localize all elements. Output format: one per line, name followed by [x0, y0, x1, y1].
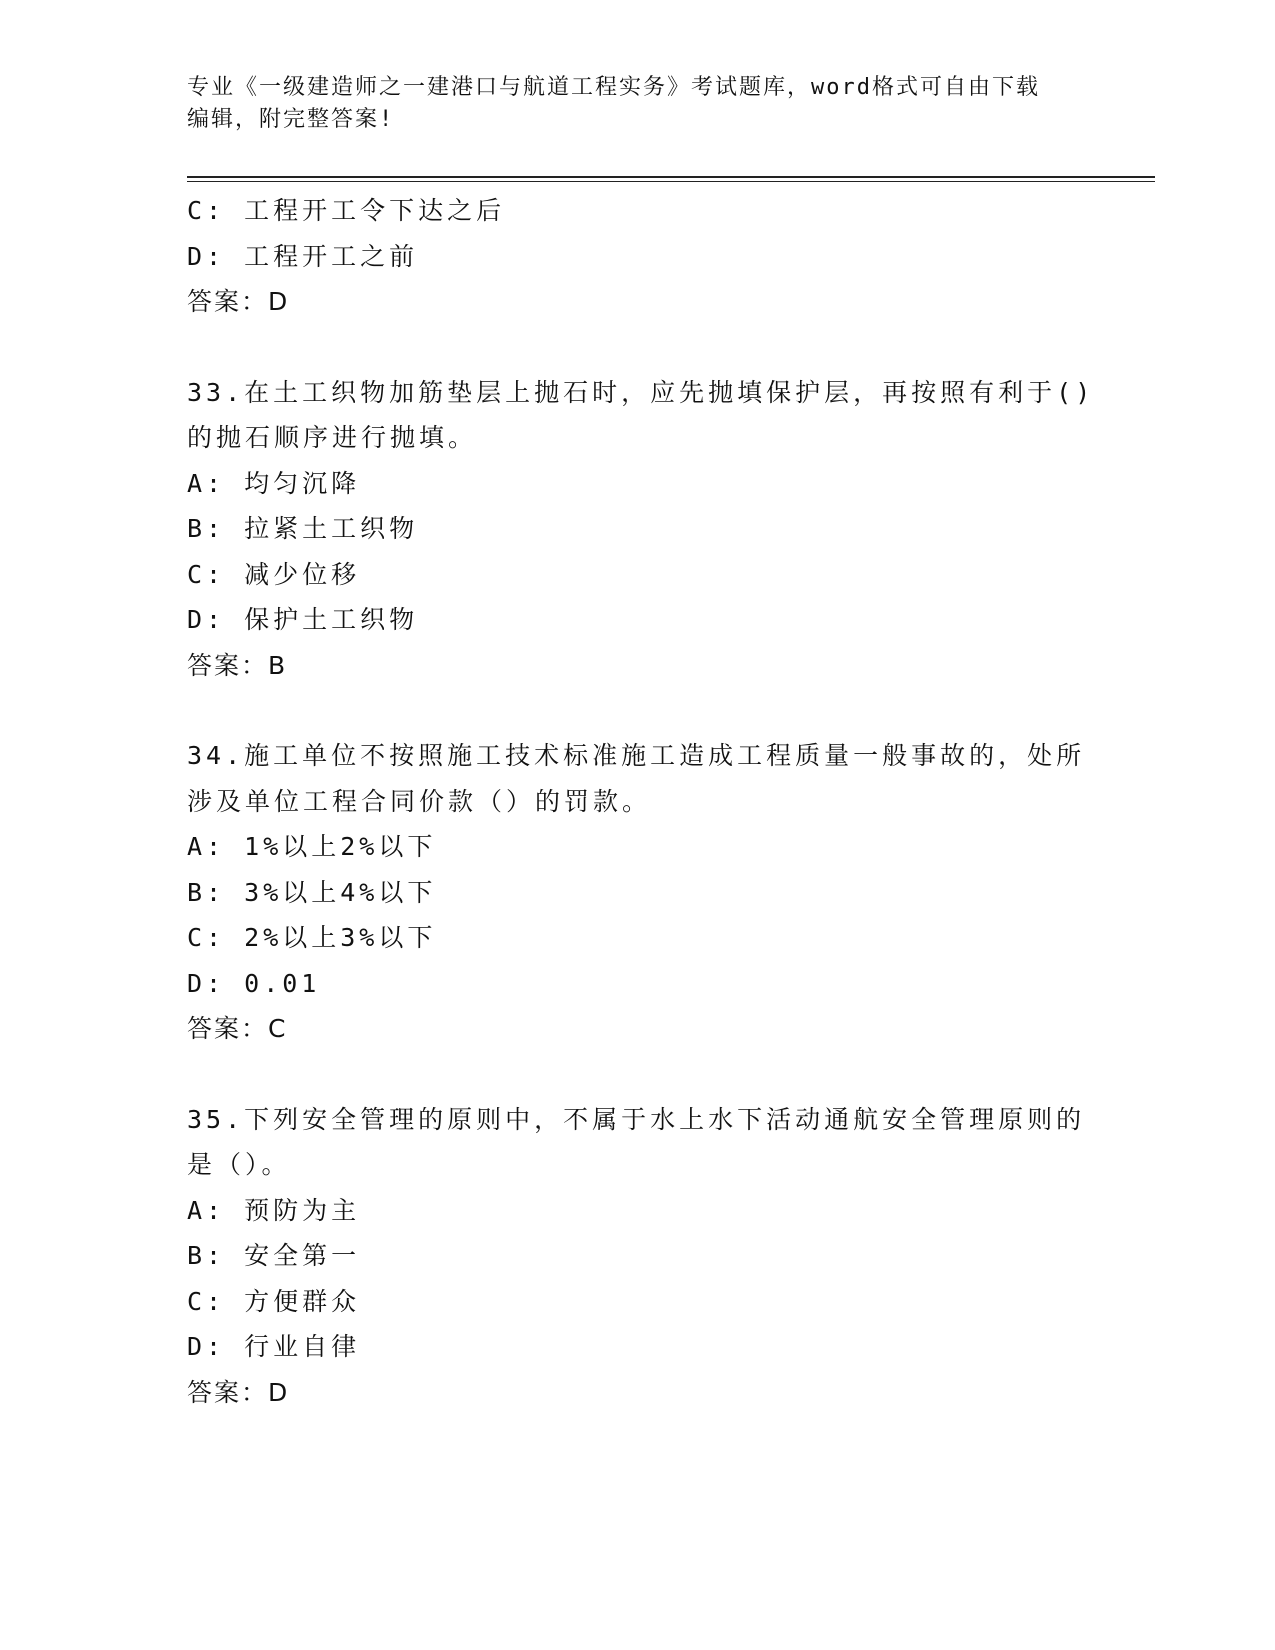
- option-c: C: 2%以上3%以下: [187, 923, 437, 952]
- question-text-line-2: 涉及单位工程合同价款（）的罚款。: [187, 786, 652, 816]
- option-a: A: 预防为主: [187, 1195, 361, 1225]
- option-b: B: 安全第一: [187, 1241, 361, 1270]
- question-block-33: [187, 370, 1095, 689]
- document-header: [187, 72, 1067, 136]
- option-c: C: 减少位移: [187, 559, 361, 589]
- option-b: B: 3%以上4%以下: [187, 877, 437, 907]
- option-a: A: 1%以上2%以下: [187, 832, 437, 861]
- question-text-line-2: 的抛石顺序进行抛填。: [187, 423, 478, 452]
- option-c: C: 工程开工令下达之后: [187, 196, 506, 225]
- option-d: D: 保护土工织物: [187, 605, 419, 634]
- header-rule-thick: [187, 176, 1155, 178]
- answer-line: 答案：C: [187, 1014, 288, 1043]
- question-text-line-2: 是（）。: [187, 1150, 291, 1179]
- question-text-line-1: 34.施工单位不按照施工技术标准施工造成工程质量一般事故的，处所: [187, 741, 1086, 770]
- question-block-34: [187, 733, 1087, 1052]
- header-line-2: 编辑，附完整答案!: [187, 107, 395, 132]
- option-d: D: 工程开工之前: [187, 241, 419, 271]
- question-text-line-1: 33.在土工织物加筋垫层上抛石时，应先抛填保护层，再按照有利于(): [187, 377, 1095, 407]
- option-a: A: 均匀沉降: [187, 468, 361, 498]
- answer-line: 答案：B: [187, 650, 288, 680]
- question-list: [187, 188, 1095, 1415]
- answer-line: 答案：D: [187, 1377, 290, 1407]
- header-line-1: 专业《一级建造师之一建港口与航道工程实务》考试题库，word格式可自由下载: [187, 75, 1040, 100]
- spacer: [187, 688, 1087, 733]
- answer-line: 答案：D: [187, 287, 290, 316]
- question-text-line-1: 35.下列安全管理的原则中，不属于水上水下活动通航安全管理原则的: [187, 1104, 1086, 1134]
- spacer: [187, 1052, 1087, 1097]
- header-rule-thin: [187, 181, 1155, 182]
- question-block-35: [187, 1097, 1087, 1416]
- question-block-32: [187, 188, 1087, 325]
- option-c: C: 方便群众: [187, 1286, 361, 1316]
- option-d: D: 行业自律: [187, 1332, 361, 1361]
- spacer: [187, 325, 1087, 370]
- option-d: D: 0.01: [187, 968, 321, 998]
- option-b: B: 拉紧土工织物: [187, 514, 419, 543]
